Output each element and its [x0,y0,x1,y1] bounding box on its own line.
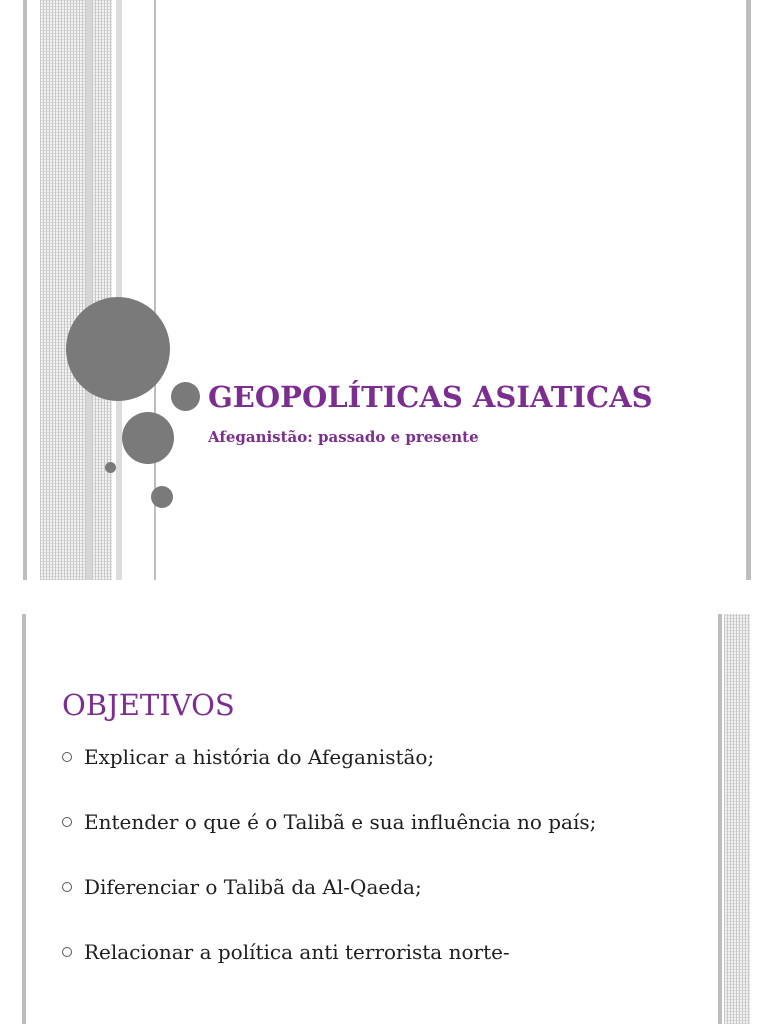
left-border-line [22,614,26,1024]
slide-subtitle: Afeganistão: passado e presente [208,428,479,446]
bullet-list [62,744,682,1004]
right-border-line [746,0,751,580]
decorative-circle-tiny [105,462,116,473]
decorative-circle-small-2 [151,486,173,508]
stripe-bar-light [116,0,122,580]
objectives-slide [0,614,768,1024]
list-item [62,874,682,901]
decorative-circle-medium [122,412,174,464]
slide-title: OBJETIVOS [62,688,235,722]
list-item [62,744,682,771]
right-border-line [718,614,722,1024]
bullet-text: Entender o que é o Talibã e sua influência no país; [84,810,597,834]
left-border-line [23,0,27,580]
hatched-stripe [40,0,86,580]
circle-bullet-icon [62,817,72,827]
slide-title: GEOPOLÍTICAS ASIATICAS [208,380,653,414]
circle-bullet-icon [62,882,72,892]
decorative-circle-large [66,297,170,401]
circle-bullet-icon [62,752,72,762]
bullet-text: Relacionar a política anti terrorista norte- [84,940,510,964]
circle-bullet-icon [62,947,72,957]
bullet-text: Explicar a história do Afeganistão; [84,745,435,769]
hatched-stripe [724,614,750,1024]
list-item [62,939,682,966]
hatched-stripe-narrow [92,0,112,580]
bullet-text: Diferenciar o Talibã da Al-Qaeda; [84,875,422,899]
decorative-circle-small [171,382,200,411]
list-item [62,809,682,836]
